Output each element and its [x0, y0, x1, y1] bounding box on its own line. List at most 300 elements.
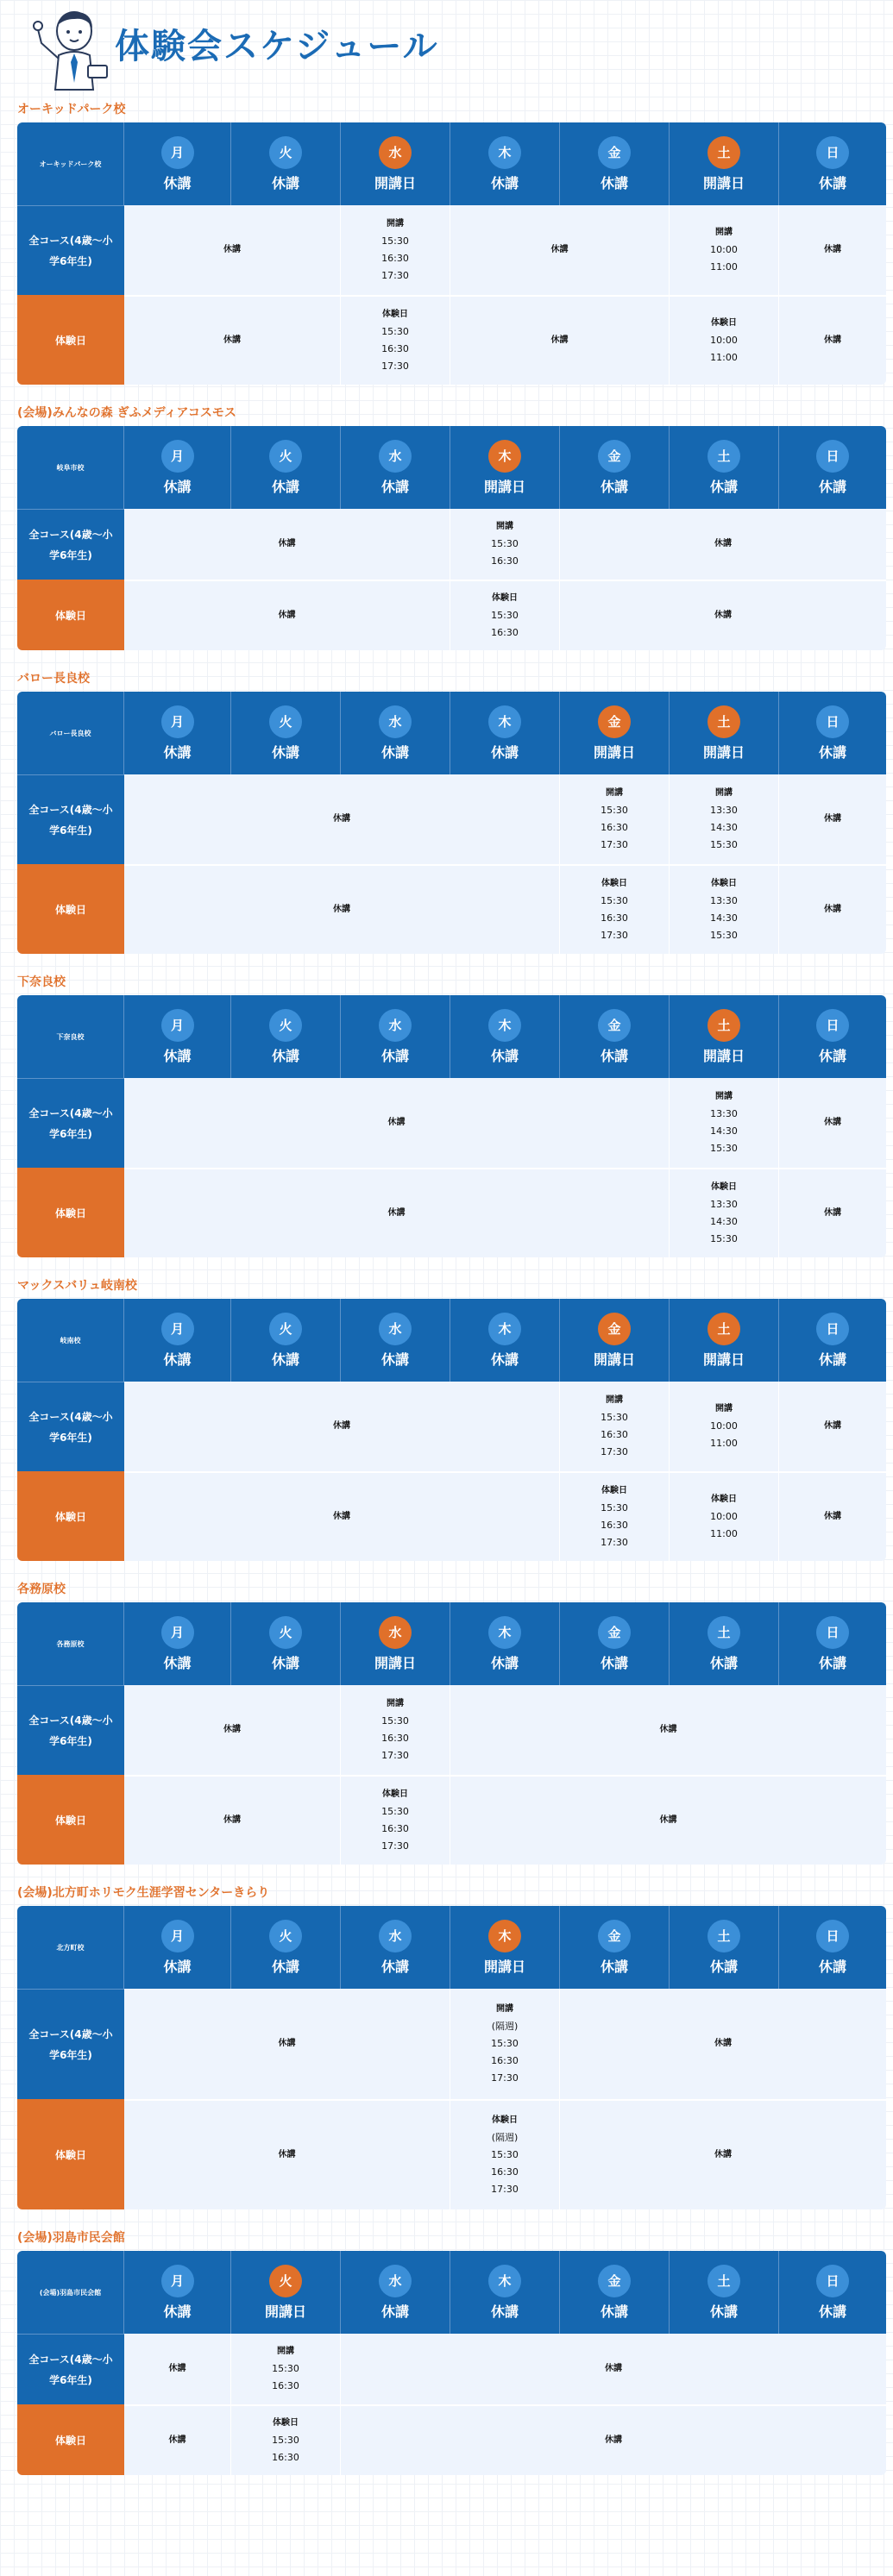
day-circle: 金: [598, 1920, 631, 1952]
schedule-cell: [450, 580, 560, 650]
day-status: 休講: [818, 174, 846, 191]
day-circle: 水: [379, 1313, 412, 1345]
day-header: [670, 2251, 779, 2334]
header-school-label: 下奈良校: [17, 995, 124, 1078]
schedule-table: [17, 1299, 886, 1561]
schedule-line: 体験日: [711, 1495, 737, 1504]
trial-label: 体験日: [17, 2404, 124, 2475]
day-status: 開講日: [593, 743, 635, 761]
schedule-line: 休講: [223, 1815, 241, 1825]
schedule-line: 16:30: [491, 2166, 519, 2178]
schedule-line: 16:30: [601, 1429, 628, 1440]
schedule-cell: [779, 1078, 886, 1168]
schedule-line: 休講: [824, 905, 841, 914]
day-status: 休講: [818, 478, 846, 495]
day-circle: 月: [161, 136, 194, 169]
section-gap: [17, 650, 876, 666]
day-status: 休講: [271, 1351, 299, 1368]
day-header: [450, 1602, 560, 1685]
schedule-cell: [341, 205, 450, 295]
day-status: 開講日: [593, 1351, 635, 1368]
schedule-line: 17:30: [601, 1446, 628, 1457]
schedule-line: 開講: [715, 788, 733, 798]
section-gap: [17, 1865, 876, 1880]
schedule-line: 15:30: [601, 1502, 628, 1514]
schedule-table: [17, 1602, 886, 1865]
schedule-cell: [124, 2404, 231, 2475]
day-header: [231, 692, 341, 774]
day-header: [231, 426, 341, 509]
schedule-cell: [560, 1471, 670, 1561]
day-status: 開講日: [374, 174, 416, 191]
schedule-line: 13:30: [710, 1108, 738, 1119]
trial-label: 体験日: [17, 1471, 124, 1561]
schedule-line: 体験日: [382, 1789, 408, 1799]
day-header: [124, 1299, 231, 1382]
header-school-label: 北方町校: [17, 1906, 124, 1989]
school-name: バロー長良校: [17, 672, 90, 686]
day-circle: 日: [816, 136, 849, 169]
day-circle: 月: [161, 1009, 194, 1042]
schedule-line: 16:30: [491, 2055, 519, 2066]
day-status: 休講: [380, 1351, 409, 1368]
day-status: 休講: [709, 2303, 738, 2320]
day-circle: 日: [816, 1920, 849, 1952]
trial-label: 体験日: [17, 580, 124, 650]
schedule-line: 14:30: [710, 912, 738, 924]
schools-list: [17, 97, 876, 2491]
day-header: [779, 1299, 886, 1382]
day-header: [779, 426, 886, 509]
schedule-cell: [560, 1989, 886, 2099]
day-circle: 日: [816, 705, 849, 738]
header-school-label: オーキッドパーク校: [17, 122, 124, 205]
schedule-line: 開講: [387, 219, 404, 229]
schedule-line: 15:30: [381, 1715, 409, 1727]
day-header: [231, 2251, 341, 2334]
day-circle: 日: [816, 1009, 849, 1042]
day-status: 休講: [271, 1047, 299, 1064]
trial-row: [17, 580, 886, 650]
schedule-line: 休講: [824, 1421, 841, 1431]
day-header: [779, 995, 886, 1078]
schedule-cell: [560, 774, 670, 864]
day-header: [670, 692, 779, 774]
schedule-line: 開講: [606, 1395, 623, 1405]
schedule-line: 15:30: [491, 538, 519, 549]
schedule-line: 16:30: [601, 822, 628, 833]
schedule-line: 16:30: [381, 343, 409, 354]
schedule-cell: [124, 1168, 670, 1257]
day-circle: 日: [816, 440, 849, 473]
day-header: [450, 1906, 560, 1989]
day-status: 休講: [818, 1654, 846, 1671]
day-status: 休講: [380, 478, 409, 495]
schedule-line: 休講: [168, 2364, 186, 2373]
schedule-cell: [341, 295, 450, 385]
trial-label: 体験日: [17, 1168, 124, 1257]
schedule-cell: [124, 205, 341, 295]
school-section: [17, 1576, 876, 1880]
schedule-line: 10:00: [710, 1511, 738, 1522]
schedule-line: 17:30: [381, 1750, 409, 1761]
day-status: 休講: [818, 1047, 846, 1064]
schedule-cell: [670, 205, 779, 295]
day-header: [124, 1906, 231, 1989]
course-label: 全コース(4歳〜小学6年生): [17, 509, 124, 580]
schedule-cell: [124, 1685, 341, 1775]
day-status: 休講: [490, 743, 519, 761]
schedule-cell: [450, 295, 670, 385]
day-status: 開講日: [374, 1654, 416, 1671]
schedule-cell: [124, 509, 450, 580]
course-row: [17, 1382, 886, 1471]
day-status: 休講: [709, 1958, 738, 1975]
day-header: [450, 692, 560, 774]
day-header: [560, 426, 670, 509]
day-circle: 火: [269, 1616, 302, 1649]
schedule-cell: [670, 1168, 779, 1257]
day-status: 休講: [709, 1654, 738, 1671]
day-header: [231, 1602, 341, 1685]
day-circle: 月: [161, 2265, 194, 2297]
day-header: [560, 1299, 670, 1382]
day-status: 休講: [163, 743, 192, 761]
day-header: [779, 1602, 886, 1685]
schedule-cell: [560, 2099, 886, 2209]
schedule-line: 体験日: [711, 318, 737, 328]
schedule-line: 休講: [333, 814, 350, 824]
schedule-line: 14:30: [710, 1216, 738, 1227]
day-header: [450, 122, 560, 205]
day-circle: 土: [707, 2265, 740, 2297]
day-circle: 火: [269, 1920, 302, 1952]
header-school-label: 岐阜市校: [17, 426, 124, 509]
day-circle: 木: [488, 705, 521, 738]
day-status: 休講: [600, 1654, 628, 1671]
day-status: 休講: [163, 478, 192, 495]
day-status: 休講: [271, 743, 299, 761]
day-status: 休講: [709, 478, 738, 495]
day-header: [341, 426, 450, 509]
section-gap: [17, 2209, 876, 2225]
day-circle: 水: [379, 1920, 412, 1952]
section-gap: [17, 1561, 876, 1576]
course-label: 全コース(4歳〜小学6年生): [17, 1078, 124, 1168]
school-name: (会場)北方町ホリモク生涯学習センターきらり: [17, 1886, 270, 1900]
school-section: [17, 969, 876, 1273]
school-name: (会場)みんなの森 ぎふメディアコスモス: [17, 406, 236, 420]
day-status: 休講: [380, 1958, 409, 1975]
schedule-line: 10:00: [710, 244, 738, 255]
schedule-line: 13:30: [710, 1199, 738, 1210]
day-header: [124, 122, 231, 205]
day-header: [670, 1299, 779, 1382]
course-row: [17, 509, 886, 580]
schedule-line: 15:30: [601, 805, 628, 816]
day-circle: 水: [379, 136, 412, 169]
header-row: [17, 426, 886, 509]
schedule-line: 10:00: [710, 1420, 738, 1432]
schedule-line: 11:00: [710, 1438, 738, 1449]
trial-row: [17, 864, 886, 954]
trial-row: [17, 2404, 886, 2475]
header-school-label: バロー長良校: [17, 692, 124, 774]
schedule-line: 16:30: [381, 253, 409, 264]
day-status: 休講: [163, 2303, 192, 2320]
day-header: [450, 426, 560, 509]
schedule-line: 休講: [278, 539, 296, 548]
header-school-label: (会場)羽島市民会館: [17, 2251, 124, 2334]
schedule-line: 16:30: [272, 2380, 299, 2391]
day-header: [341, 692, 450, 774]
schedule-line: 休講: [659, 1725, 677, 1734]
section-gap: [17, 1257, 876, 1273]
schedule-line: 休講: [550, 335, 569, 345]
header-row: [17, 1299, 886, 1382]
day-header: [779, 692, 886, 774]
schedule-line: 体験日: [273, 2418, 299, 2428]
schedule-cell: [779, 1471, 886, 1561]
day-status: 休講: [163, 1351, 192, 1368]
day-status: 開講日: [702, 1047, 745, 1064]
schedule-cell: [124, 2334, 231, 2404]
day-header: [450, 995, 560, 1078]
schedule-line: 15:30: [381, 326, 409, 337]
header-row: [17, 995, 886, 1078]
schedule-cell: [560, 509, 886, 580]
schedule-table: [17, 692, 886, 954]
header-row: [17, 692, 886, 774]
course-row: [17, 1685, 886, 1775]
day-header: [341, 1299, 450, 1382]
schedule-line: 休講: [333, 1421, 350, 1431]
schedule-cell: [341, 2404, 886, 2475]
day-circle: 金: [598, 1313, 631, 1345]
schedule-line: 13:30: [710, 895, 738, 906]
schedule-line: 13:30: [710, 805, 738, 816]
day-circle: 金: [598, 2265, 631, 2297]
schedule-line: 16:30: [381, 1733, 409, 1744]
day-header: [124, 426, 231, 509]
school-section: [17, 97, 876, 400]
trial-row: [17, 1168, 886, 1257]
schedule-cell: [560, 580, 886, 650]
day-status: 休講: [380, 2303, 409, 2320]
trial-label: 体験日: [17, 2099, 124, 2209]
schedule-line: 11:00: [710, 352, 738, 363]
schedule-cell: [560, 1382, 670, 1471]
school-section: [17, 1273, 876, 1576]
day-header: [341, 1906, 450, 1989]
school-section: [17, 1880, 876, 2225]
schedule-line: 開講: [715, 228, 733, 237]
schedule-table: [17, 2251, 886, 2475]
day-header: [560, 2251, 670, 2334]
day-header: [560, 1906, 670, 1989]
day-status: 休講: [490, 174, 519, 191]
day-status: 開講日: [702, 743, 745, 761]
day-status: 休講: [271, 1958, 299, 1975]
day-status: 休講: [818, 2303, 846, 2320]
schedule-cell: [124, 1989, 450, 2099]
schedule-cell: [450, 1685, 886, 1775]
schedule-cell: [779, 1168, 886, 1257]
day-status: 休講: [490, 2303, 519, 2320]
day-header: [341, 2251, 450, 2334]
schedule-line: 16:30: [381, 1823, 409, 1834]
schedule-line: 16:30: [491, 627, 519, 638]
schedule-cell: [124, 864, 560, 954]
schedule-cell: [341, 1685, 450, 1775]
day-status: 休講: [490, 1351, 519, 1368]
day-header: [341, 1602, 450, 1685]
day-status: 休講: [271, 1654, 299, 1671]
schedule-line: 休講: [605, 2364, 622, 2373]
day-circle: 金: [598, 440, 631, 473]
trial-row: [17, 2099, 886, 2209]
schedule-cell: [670, 774, 779, 864]
schedule-line: 休講: [824, 1512, 841, 1521]
schedule-line: (隔週): [491, 2132, 519, 2143]
day-status: 休講: [163, 1047, 192, 1064]
day-circle: 月: [161, 705, 194, 738]
schedule-table: [17, 122, 886, 385]
day-status: 開講日: [702, 174, 745, 191]
day-header: [779, 2251, 886, 2334]
header-row: [17, 1602, 886, 1685]
day-status: 開講日: [702, 1351, 745, 1368]
schedule-line: 15:30: [491, 2038, 519, 2049]
day-circle: 火: [269, 440, 302, 473]
day-status: 休講: [271, 478, 299, 495]
day-circle: 金: [598, 705, 631, 738]
day-circle: 金: [598, 1009, 631, 1042]
schedule-line: 休講: [605, 2435, 622, 2445]
day-circle: 火: [269, 2265, 302, 2297]
schedule-line: 17:30: [601, 1537, 628, 1548]
trial-label: 体験日: [17, 1775, 124, 1865]
day-circle: 月: [161, 1313, 194, 1345]
day-status: 休講: [490, 1047, 519, 1064]
schedule-line: 休講: [824, 814, 841, 824]
schedule-line: 休講: [223, 1725, 241, 1734]
day-status: 休講: [600, 174, 628, 191]
schedule-line: 17:30: [601, 839, 628, 850]
schedule-line: 14:30: [710, 822, 738, 833]
day-status: 休講: [271, 174, 299, 191]
schedule-cell: [231, 2404, 341, 2475]
day-header: [450, 1299, 560, 1382]
schedule-line: 11:00: [710, 261, 738, 273]
schedule-line: 休講: [659, 1815, 677, 1825]
schedule-line: 休講: [223, 335, 241, 345]
schedule-line: 17:30: [381, 360, 409, 372]
school-section: [17, 2225, 876, 2491]
schedule-cell: [124, 580, 450, 650]
schedule-line: 15:30: [491, 2149, 519, 2160]
schedule-cell: [670, 1078, 779, 1168]
day-header: [124, 1602, 231, 1685]
day-status: 休講: [163, 174, 192, 191]
schedule-cell: [124, 1382, 560, 1471]
schedule-line: 16:30: [601, 912, 628, 924]
day-circle: 水: [379, 705, 412, 738]
schedule-line: 休講: [333, 905, 350, 914]
course-label: 全コース(4歳〜小学6年生): [17, 205, 124, 295]
schedule-line: 15:30: [272, 2435, 299, 2446]
day-header: [231, 995, 341, 1078]
day-circle: 水: [379, 1616, 412, 1649]
schedule-line: 休講: [278, 2150, 296, 2159]
day-header: [341, 122, 450, 205]
day-header: [341, 995, 450, 1078]
course-row: [17, 2334, 886, 2404]
day-status: 休講: [600, 2303, 628, 2320]
schedule-line: 開講: [277, 2347, 294, 2356]
schedule-line: 休講: [714, 2150, 732, 2159]
day-header: [670, 995, 779, 1078]
day-circle: 月: [161, 1616, 194, 1649]
day-header: [670, 122, 779, 205]
schedule-cell: [779, 864, 886, 954]
day-circle: 月: [161, 1920, 194, 1952]
schedule-cell: [341, 1775, 450, 1865]
day-circle: 金: [598, 1616, 631, 1649]
schedule-line: 17:30: [601, 930, 628, 941]
day-header: [560, 692, 670, 774]
course-row: [17, 205, 886, 295]
day-circle: 木: [488, 1920, 521, 1952]
schedule-line: 休講: [168, 2435, 186, 2445]
day-status: 休講: [818, 1351, 846, 1368]
schedule-line: 体験日: [711, 879, 737, 888]
day-circle: 木: [488, 136, 521, 169]
day-circle: 木: [488, 2265, 521, 2297]
school-name: 下奈良校: [17, 975, 66, 989]
day-header: [560, 122, 670, 205]
schedule-line: 休講: [824, 335, 841, 345]
schedule-line: 休講: [550, 245, 569, 254]
page-title: 体験会スケジュール: [115, 27, 439, 66]
day-circle: 日: [816, 1313, 849, 1345]
day-header: [124, 2251, 231, 2334]
schedule-line: 15:30: [710, 1143, 738, 1154]
day-circle: 土: [707, 440, 740, 473]
schedule-line: 17:30: [491, 2072, 519, 2084]
schedule-cell: [670, 1382, 779, 1471]
schedule-line: 15:30: [381, 235, 409, 247]
schedule-line: 休講: [824, 1118, 841, 1127]
schedule-line: 11:00: [710, 1528, 738, 1539]
schedule-line: 休講: [278, 2039, 296, 2048]
day-circle: 土: [707, 1313, 740, 1345]
day-status: 休講: [490, 1654, 519, 1671]
school-name: オーキッドパーク校: [17, 103, 126, 116]
trial-row: [17, 1775, 886, 1865]
schedule-cell: [450, 205, 670, 295]
course-label: 全コース(4歳〜小学6年生): [17, 2334, 124, 2404]
day-circle: 日: [816, 1616, 849, 1649]
schedule-line: 休講: [223, 245, 241, 254]
day-circle: 土: [707, 705, 740, 738]
schedule-line: 休講: [824, 1208, 841, 1218]
schedule-line: 体験日: [492, 2115, 518, 2125]
schedule-line: 17:30: [381, 270, 409, 281]
day-circle: 金: [598, 136, 631, 169]
schedule-cell: [670, 295, 779, 385]
schedule-cell: [450, 1775, 886, 1865]
